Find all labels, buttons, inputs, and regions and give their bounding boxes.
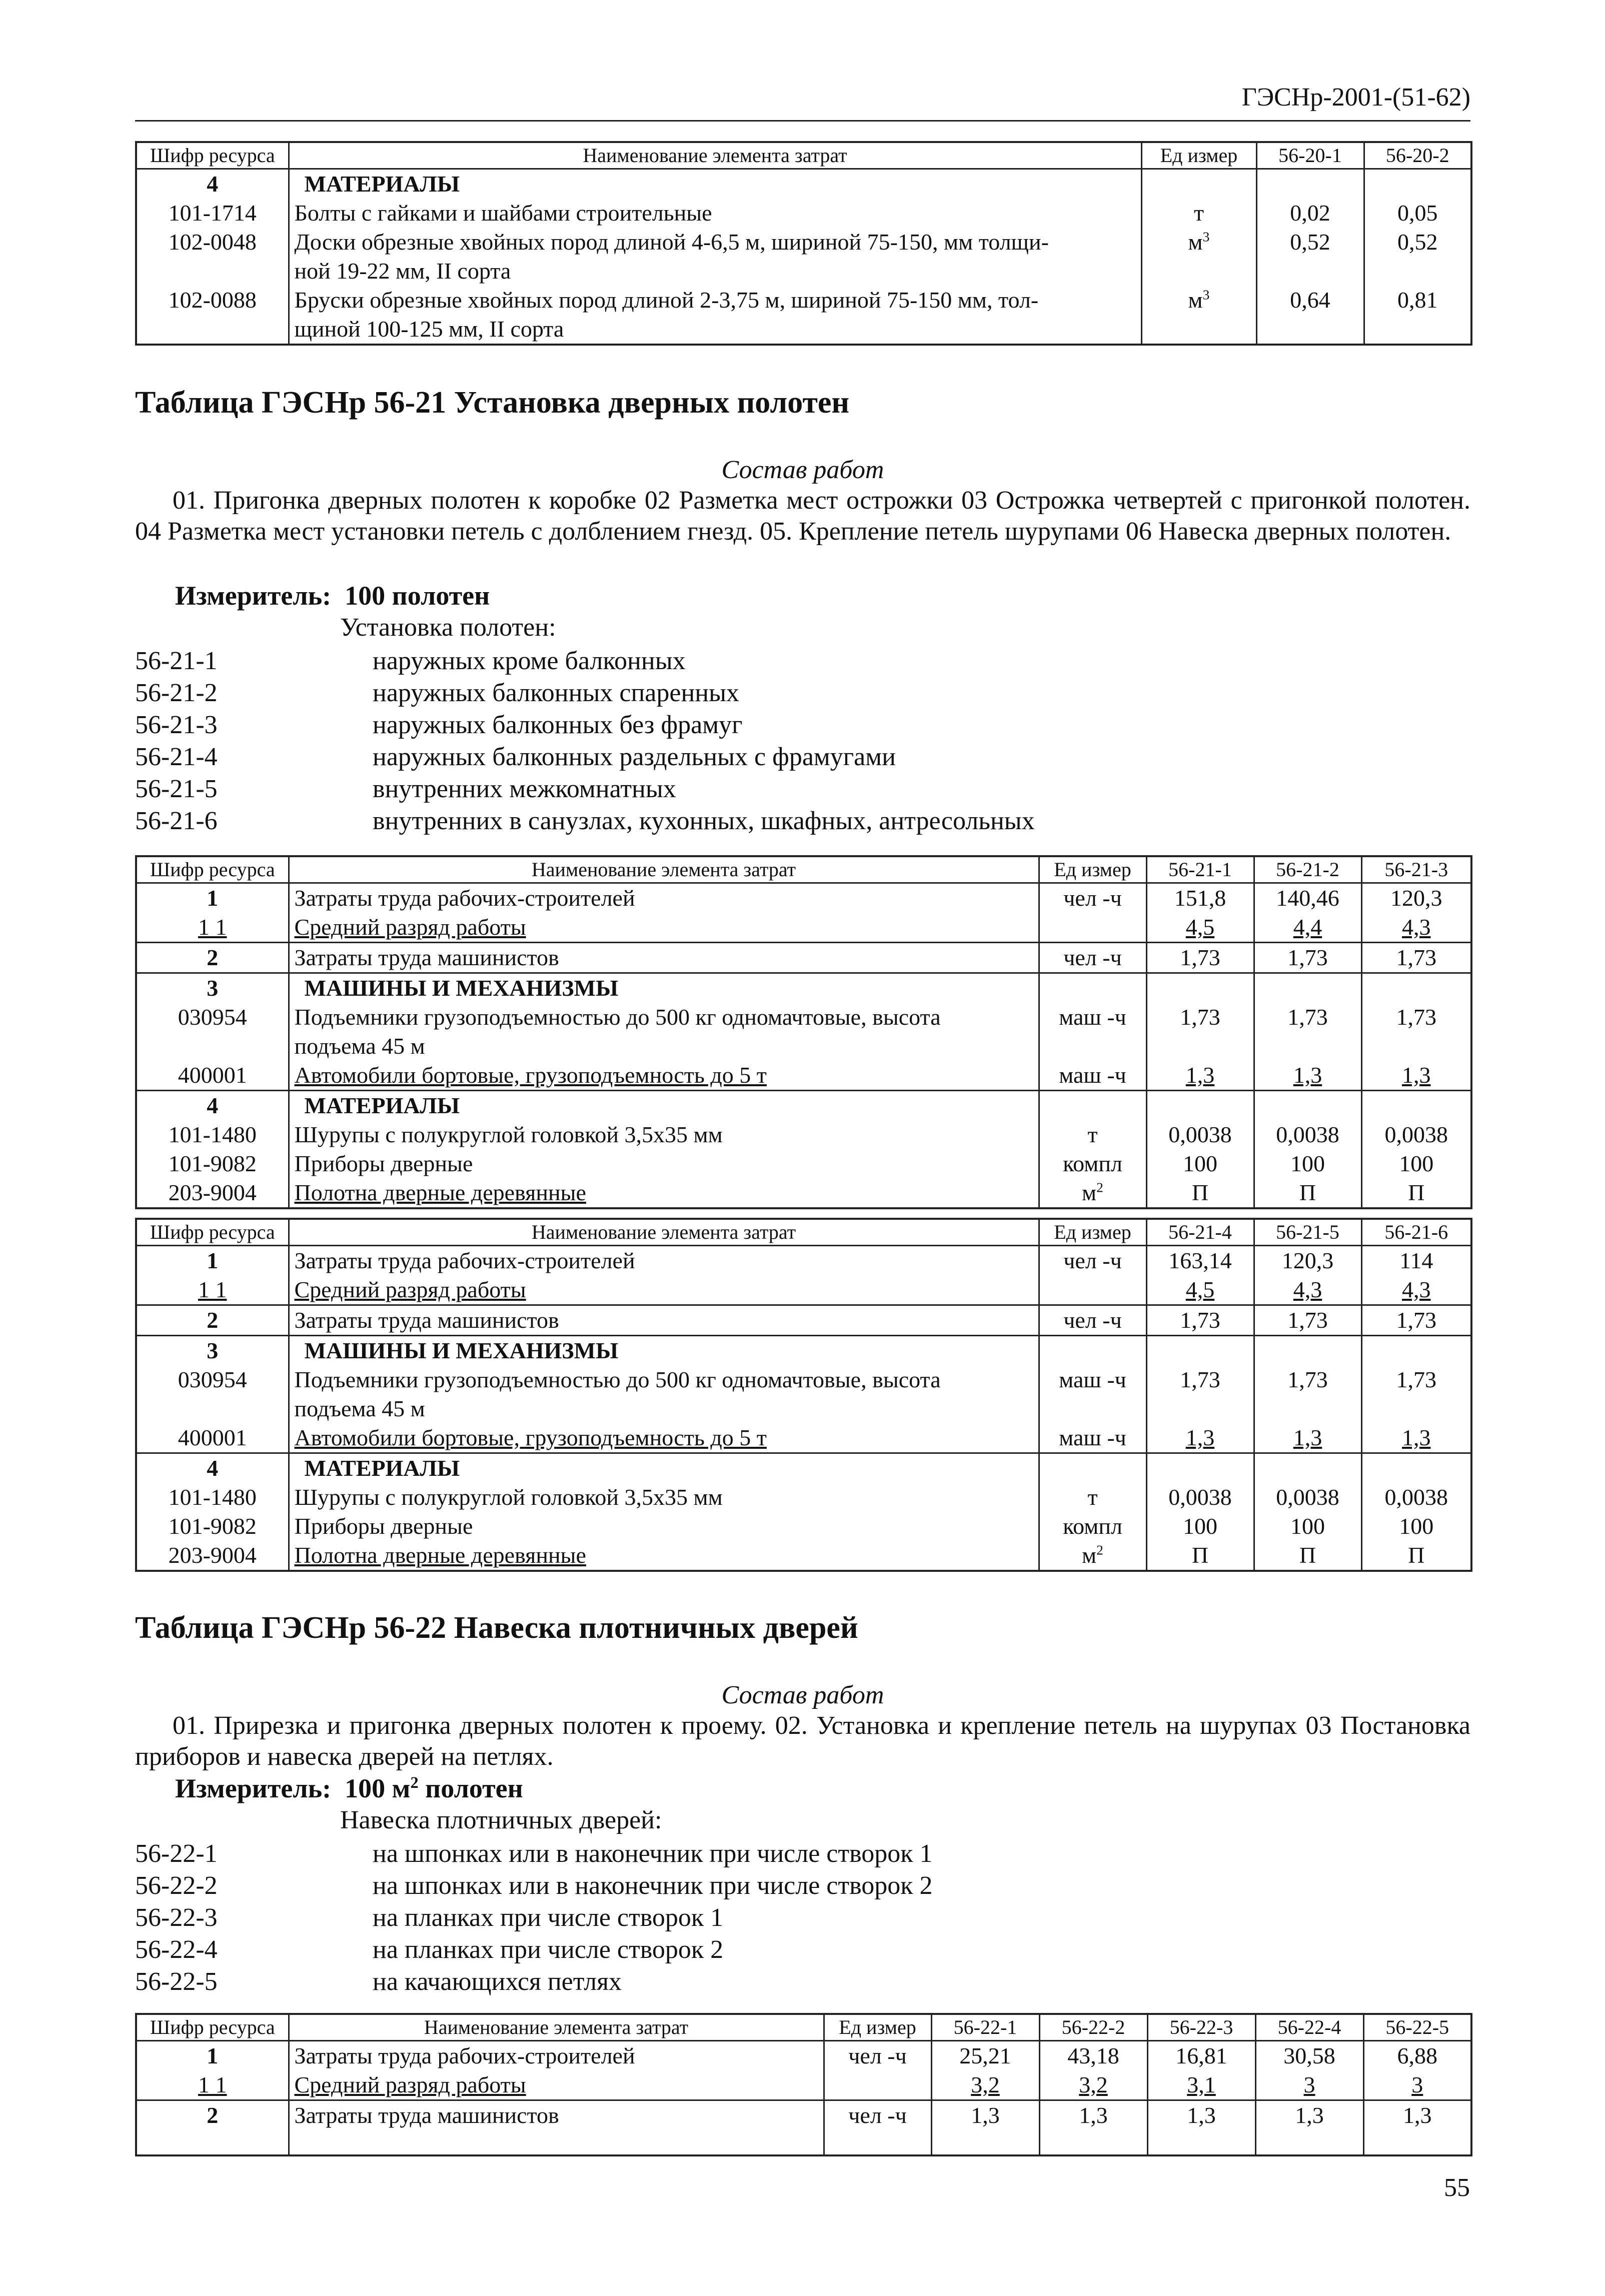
resource-name: Подъемники грузоподъемностью до 500 кг одномачтовые, высота подъема 45 м [289, 1365, 1039, 1423]
list-subheading: Установка полотен: [340, 613, 556, 642]
value: П [1146, 1541, 1254, 1571]
resource-code: 2 [136, 943, 289, 973]
list-item: 56-21-3 наружных балконных без фрамуг [135, 711, 743, 739]
value: 0,81 [1364, 286, 1471, 345]
section-number: 4 [136, 1091, 289, 1121]
value: 100 [1146, 1512, 1254, 1541]
col-header-norm: 56-21-1 [1146, 856, 1254, 883]
col-header-norm: 56-22-5 [1363, 2014, 1471, 2041]
col-header-norm: 56-22-3 [1147, 2014, 1255, 2041]
page-header [135, 83, 1470, 122]
value: 0,0038 [1146, 1483, 1254, 1512]
section-title: МАТЕРИАЛЫ [289, 1453, 1039, 1483]
value: 3 [1255, 2070, 1363, 2100]
resource-code: 400001 [136, 1061, 289, 1091]
unit: чел -ч [1039, 943, 1146, 973]
table-row [136, 286, 1471, 345]
value: 0,0038 [1254, 1120, 1361, 1149]
col-header-code: Шифр ресурса [136, 142, 289, 169]
table-row [136, 1365, 1471, 1423]
unit: $м^3$ [1141, 286, 1256, 345]
value: 4,5 [1146, 913, 1254, 943]
table-row [136, 1453, 1471, 1483]
unit [824, 2070, 931, 2100]
resource-code: 203-9004 [136, 1178, 289, 1208]
resource-name: Автомобили бортовые, грузоподъемность до 5 т [289, 1061, 1039, 1091]
resource-name: Затраты труда машинистов [289, 1305, 1039, 1336]
value: 100 [1361, 1149, 1471, 1178]
col-header-code: Шифр ресурса [136, 856, 289, 883]
norm-list-56-22 [135, 1838, 933, 1998]
list-item: 56-21-5 внутренних межкомнатных [135, 775, 676, 803]
unit: т [1141, 199, 1256, 228]
table-56-21-4-6 [135, 1218, 1472, 1572]
table-title-56-22: Таблица ГЭСНр 56-22 Навеска плотничных дверей [135, 1611, 858, 1645]
section-title: МАШИНЫ И МЕХАНИЗМЫ [289, 1336, 1039, 1366]
table-row [136, 913, 1471, 943]
col-header-unit: Ед измер [1039, 856, 1146, 883]
resource-name: Затраты труда машинистов [289, 2100, 824, 2155]
unit [1039, 1275, 1146, 1305]
list-subheading: Навеска плотничных дверей: [340, 1806, 662, 1834]
value: 3,2 [931, 2070, 1039, 2100]
measure-line [175, 1773, 523, 1804]
value: 1,73 [1254, 943, 1361, 973]
value: 163,14 [1146, 1246, 1254, 1276]
value: П [1254, 1178, 1361, 1208]
resource-code: 101-9082 [136, 1149, 289, 1178]
resource-code: 2 [136, 2100, 289, 2155]
section-number: 3 [136, 973, 289, 1003]
resource-code: 1 [136, 1246, 289, 1276]
unit: чел -ч [1039, 1305, 1146, 1336]
value: 0,0038 [1361, 1120, 1471, 1149]
list-item: 56-21-2 наружных балконных спаренных [135, 679, 740, 707]
table-row [136, 883, 1471, 913]
resource-code: 400001 [136, 1423, 289, 1453]
resource-name: Подъемники грузоподъемностью до 500 кг одномачтовые, высота подъема 45 м [289, 1003, 1039, 1061]
page-number: 55 [1444, 2173, 1470, 2202]
unit: чел -ч [1039, 883, 1146, 913]
value: 3,2 [1039, 2070, 1147, 2100]
table-row [136, 1003, 1471, 1061]
resource-name: Затраты труда рабочих-строителей [289, 2041, 824, 2071]
value: 100 [1146, 1149, 1254, 1178]
value: 1,3 [1147, 2100, 1255, 2155]
value: 120,3 [1254, 1246, 1361, 1276]
value: П [1254, 1541, 1361, 1571]
resource-code: 101-1714 [136, 199, 289, 228]
section-title: МАШИНЫ И МЕХАНИЗМЫ [289, 973, 1039, 1003]
value: П [1361, 1541, 1471, 1571]
table-row [136, 1305, 1471, 1336]
unit: чел -ч [1039, 1246, 1146, 1276]
unit [1039, 913, 1146, 943]
measure-value: 100 полотен [345, 581, 490, 611]
value: 100 [1361, 1512, 1471, 1541]
resource-code: 1 1 [136, 1275, 289, 1305]
table-56-22 [135, 2013, 1472, 2156]
value: 1,73 [1361, 943, 1471, 973]
col-header-norm: 56-21-4 [1146, 1219, 1254, 1246]
unit: маш -ч [1039, 1423, 1146, 1453]
table-row [136, 169, 1471, 199]
resource-code: 101-9082 [136, 1512, 289, 1541]
value: 3 [1363, 2070, 1471, 2100]
table-row [136, 973, 1471, 1003]
list-item: 56-22-5 на качающихся петлях [135, 1967, 622, 1996]
value: 25,21 [931, 2041, 1039, 2071]
col-header-code: Шифр ресурса [136, 1219, 289, 1246]
value: 1,73 [1146, 1003, 1254, 1061]
unit: компл [1039, 1512, 1146, 1541]
table-row [136, 1275, 1471, 1305]
col-header-norm: 56-21-5 [1254, 1219, 1361, 1246]
value: П [1146, 1178, 1254, 1208]
col-header-norm: 56-21-2 [1254, 856, 1361, 883]
value: 1,3 [1146, 1423, 1254, 1453]
value: 1,3 [1146, 1061, 1254, 1091]
table-row [136, 2041, 1471, 2071]
table-row [136, 1120, 1471, 1149]
value: 16,81 [1147, 2041, 1255, 2071]
work-composition-text: 01. Прирезка и пригонка дверных полотен к проему. 02. Установка и крепление петель на шурупах 03 Постановка приборов и навеска дверей на петлях. [135, 1711, 1470, 1771]
resource-code: 101-1480 [136, 1483, 289, 1512]
resource-name: Полотна дверные деревянные [289, 1178, 1039, 1208]
unit: маш -ч [1039, 1365, 1146, 1423]
list-item: 56-22-3 на планках при числе створок 1 [135, 1903, 724, 1932]
value: 120,3 [1361, 883, 1471, 913]
table-row [136, 943, 1471, 973]
resource-code: 203-9004 [136, 1541, 289, 1571]
resource-name: Средний разряд работы [289, 1275, 1039, 1305]
work-composition-heading: Состав работ [721, 1681, 884, 1709]
resource-name: Бруски обрезные хвойных пород длиной 2-3,75 м, шириной 75-150 мм, тол- щиной 100-125 мм, II сорта [289, 286, 1141, 345]
value: 1,3 [1255, 2100, 1363, 2155]
value: 114 [1361, 1246, 1471, 1276]
table-row [136, 1061, 1471, 1091]
table-row [136, 2100, 1471, 2155]
value: П [1361, 1178, 1471, 1208]
unit: компл [1039, 1149, 1146, 1178]
resource-code: 1 1 [136, 2070, 289, 2100]
section-title: МАТЕРИАЛЫ [289, 169, 1141, 199]
resource-name: Затраты труда рабочих-строителей [289, 883, 1039, 913]
value: 0,64 [1256, 286, 1364, 345]
list-item: 56-21-4 наружных балконных раздельных с фрамугами [135, 743, 896, 771]
unit: т [1039, 1483, 1146, 1512]
unit: $м^3$ [1141, 228, 1256, 286]
value: 1,73 [1146, 1305, 1254, 1336]
value: 0,0038 [1254, 1483, 1361, 1512]
unit: $м^2$ [1039, 1178, 1146, 1208]
unit: чел -ч [824, 2041, 931, 2071]
resource-name: Приборы дверные [289, 1512, 1039, 1541]
resource-code: 1 [136, 883, 289, 913]
value: 4,4 [1254, 913, 1361, 943]
work-composition-text: 01. Пригонка дверных полотен к коробке 02 Разметка мест острожки 03 Острожка четвертей с пригонкой полотен. 04 Разметка мест установки петель с долблением гнезд. 05. Крепление петель шурупами 06 Навеска дверных полотен. [135, 486, 1470, 546]
value: 1,73 [1361, 1305, 1471, 1336]
unit: маш -ч [1039, 1003, 1146, 1061]
value: 140,46 [1254, 883, 1361, 913]
resource-code: 1 1 [136, 913, 289, 943]
resource-name: Затраты труда машинистов [289, 943, 1039, 973]
resource-code: 2 [136, 1305, 289, 1336]
value: 1,3 [1363, 2100, 1471, 2155]
value: 6,88 [1363, 2041, 1471, 2071]
col-header-name: Наименование элемента затрат [289, 142, 1141, 169]
col-header-norm: 56-21-6 [1361, 1219, 1471, 1246]
col-header-code: Шифр ресурса [136, 2014, 289, 2041]
document-code: ГЭСНр-2001-(51-62) [1241, 83, 1470, 112]
table-row [136, 1091, 1471, 1121]
value: 3,1 [1147, 2070, 1255, 2100]
value: 1,73 [1146, 1365, 1254, 1423]
col-header-norm: 56-22-4 [1255, 2014, 1363, 2041]
value: 4,3 [1254, 1275, 1361, 1305]
resource-name: Затраты труда рабочих-строителей [289, 1246, 1039, 1276]
resource-name: Болты с гайками и шайбами строительные [289, 199, 1141, 228]
table-row [136, 1541, 1471, 1571]
value: 0,02 [1256, 199, 1364, 228]
section-title: МАТЕРИАЛЫ [289, 1091, 1039, 1121]
col-header-name: Наименование элемента затрат [289, 856, 1039, 883]
table-row [136, 1423, 1471, 1453]
value: 0,05 [1364, 199, 1471, 228]
resource-name: Полотна дверные деревянные [289, 1541, 1039, 1571]
resource-name: Средний разряд работы [289, 2070, 824, 2100]
table-row [136, 1178, 1471, 1208]
resource-name: Автомобили бортовые, грузоподъемность до 5 т [289, 1423, 1039, 1453]
table-row [136, 1483, 1471, 1512]
value: 1,3 [931, 2100, 1039, 2155]
value: 1,3 [1361, 1423, 1471, 1453]
resource-name: Шурупы с полукруглой головкой 3,5х35 мм [289, 1120, 1039, 1149]
list-item: 56-22-1 на шпонках или в наконечник при числе створок 1 [135, 1839, 933, 1868]
col-header-unit: Ед измер [1039, 1219, 1146, 1246]
value: 0,0038 [1361, 1483, 1471, 1512]
col-header-norm: 56-20-2 [1364, 142, 1471, 169]
value: 1,3 [1254, 1423, 1361, 1453]
measure-line [175, 580, 490, 611]
resource-code: 102-0088 [136, 286, 289, 345]
resource-name: Средний разряд работы [289, 913, 1039, 943]
section-number: 3 [136, 1336, 289, 1366]
value: 1,73 [1254, 1305, 1361, 1336]
value: 1,73 [1361, 1003, 1471, 1061]
value: 4,5 [1146, 1275, 1254, 1305]
resource-code: 101-1480 [136, 1120, 289, 1149]
resource-code: 030954 [136, 1003, 289, 1061]
col-header-norm: 56-20-1 [1256, 142, 1364, 169]
norm-list-56-21 [135, 645, 1035, 837]
value: 1,73 [1146, 943, 1254, 973]
section-number: 4 [136, 169, 289, 199]
value: 43,18 [1039, 2041, 1147, 2071]
table-row [136, 1512, 1471, 1541]
list-item: 56-21-1 наружных кроме балконных [135, 647, 686, 675]
col-header-name: Наименование элемента затрат [289, 1219, 1039, 1246]
value: 1,3 [1039, 2100, 1147, 2155]
table-row [136, 1336, 1471, 1366]
col-header-unit: Ед измер [1141, 142, 1256, 169]
value: 0,52 [1364, 228, 1471, 286]
value: 151,8 [1146, 883, 1254, 913]
value: 1,73 [1254, 1365, 1361, 1423]
col-header-norm: 56-21-3 [1361, 856, 1471, 883]
resource-name: Приборы дверные [289, 1149, 1039, 1178]
unit: чел -ч [824, 2100, 931, 2155]
value: 100 [1254, 1512, 1361, 1541]
resource-name: Доски обрезные хвойных пород длиной 4-6,5 м, шириной 75-150, мм толщи- ной 19-22 мм, II сорта [289, 228, 1141, 286]
resource-code: 030954 [136, 1365, 289, 1423]
table-row [136, 199, 1471, 228]
table-title-56-21: Таблица ГЭСНр 56-21 Установка дверных полотен [135, 386, 850, 420]
measure-value: 100 $м^2$ полотен [345, 1773, 523, 1803]
table-56-21-1-3 [135, 855, 1472, 1209]
table-row [136, 1246, 1471, 1276]
value: 4,3 [1361, 1275, 1471, 1305]
value: 30,58 [1255, 2041, 1363, 2071]
table-row [136, 1149, 1471, 1178]
unit: т [1039, 1120, 1146, 1149]
section-number: 4 [136, 1453, 289, 1483]
value: 1,73 [1361, 1365, 1471, 1423]
list-item: 56-21-6 внутренних в санузлах, кухонных, шкафных, антресольных [135, 807, 1035, 835]
value: 1,3 [1361, 1061, 1471, 1091]
value: 1,3 [1254, 1061, 1361, 1091]
table-row [136, 228, 1471, 286]
work-composition-heading: Состав работ [721, 456, 884, 484]
value: 0,0038 [1146, 1120, 1254, 1149]
col-header-norm: 56-22-2 [1039, 2014, 1147, 2041]
measure-label: Измеритель: [175, 581, 332, 611]
value: 0,52 [1256, 228, 1364, 286]
col-header-norm: 56-22-1 [931, 2014, 1039, 2041]
table-row [136, 2070, 1471, 2100]
col-header-name: Наименование элемента затрат [289, 2014, 824, 2041]
resource-code: 1 [136, 2041, 289, 2071]
list-item: 56-22-4 на планках при числе створок 2 [135, 1935, 724, 1964]
unit: $м^2$ [1039, 1541, 1146, 1571]
value: 1,73 [1254, 1003, 1361, 1061]
value: 4,3 [1361, 913, 1471, 943]
resource-code: 102-0048 [136, 228, 289, 286]
list-item: 56-22-2 на шпонках или в наконечник при числе створок 2 [135, 1871, 933, 1900]
measure-label: Измеритель: [175, 1773, 332, 1803]
unit: маш -ч [1039, 1061, 1146, 1091]
value: 100 [1254, 1149, 1361, 1178]
table-56-20-materials [135, 141, 1472, 346]
col-header-unit: Ед измер [824, 2014, 931, 2041]
resource-name: Шурупы с полукруглой головкой 3,5х35 мм [289, 1483, 1039, 1512]
